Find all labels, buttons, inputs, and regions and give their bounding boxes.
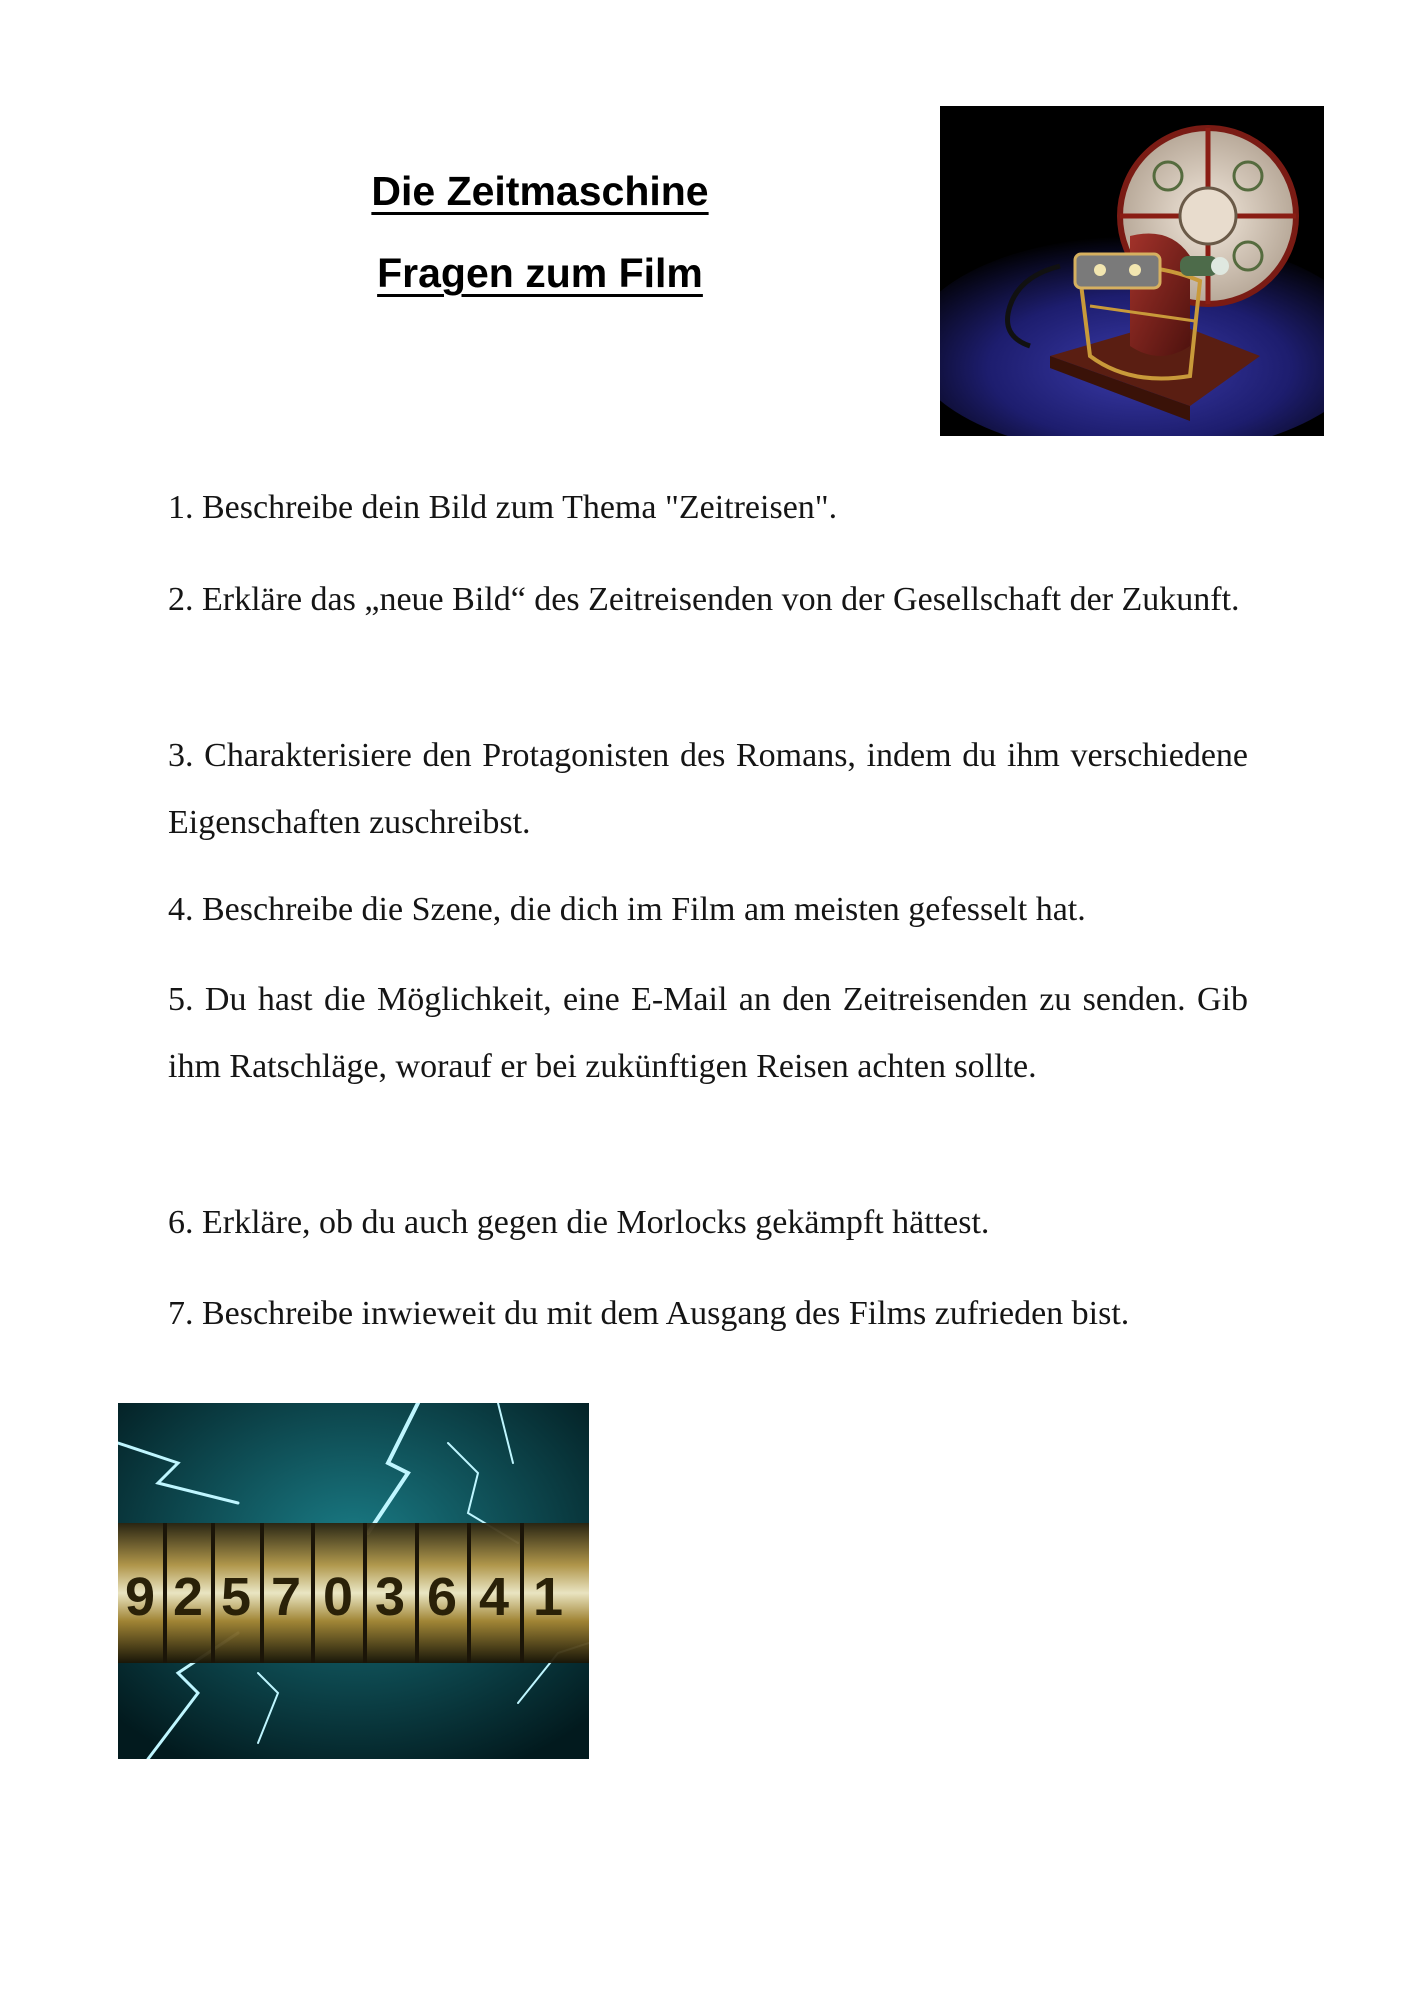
- lock-digit: 9: [124, 1567, 156, 1627]
- lock-digit: 3: [374, 1567, 406, 1627]
- question-5: 5. Du hast die Möglichkeit, eine E-Mail an den Zeitreisenden zu senden. Gib ihm Ratschläge, worauf er bei zukünftigen Reisen achten sollte.: [168, 981, 1248, 1085]
- question-2: 2. Erkläre das „neue Bild“ des Zeitreisenden von der Gesellschaft der Zukunft.: [168, 581, 1240, 618]
- lock-digit: 7: [270, 1567, 302, 1627]
- lock-digit: 4: [478, 1567, 510, 1627]
- lock-wheels: [125, 1567, 563, 1627]
- question-3: 3. Charakterisiere den Protagonisten des Romans, indem du ihm verschiedene Eigenschaften zuschreibst.: [168, 737, 1248, 841]
- question-1: 1. Beschreibe dein Bild zum Thema "Zeitreisen".: [168, 489, 838, 526]
- lock-digit: 5: [220, 1567, 252, 1627]
- lock-digit: 2: [172, 1567, 204, 1627]
- combination-lock-image: [118, 1403, 589, 1759]
- page-title: Die Zeitmaschine: [371, 168, 709, 214]
- lock-digit: 6: [426, 1567, 458, 1627]
- lock-digit: 0: [322, 1567, 354, 1627]
- page-subtitle: Fragen zum Film: [377, 250, 703, 296]
- lock-digit: 1: [532, 1567, 564, 1627]
- question-4: 4. Beschreibe die Szene, die dich im Film am meisten gefesselt hat.: [168, 891, 1086, 928]
- question-7: 7. Beschreibe inwieweit du mit dem Ausgang des Films zufrieden bist.: [168, 1295, 1130, 1332]
- time-machine-image: [940, 106, 1324, 436]
- question-6: 6. Erkläre, ob du auch gegen die Morlocks gekämpft hättest.: [168, 1204, 990, 1241]
